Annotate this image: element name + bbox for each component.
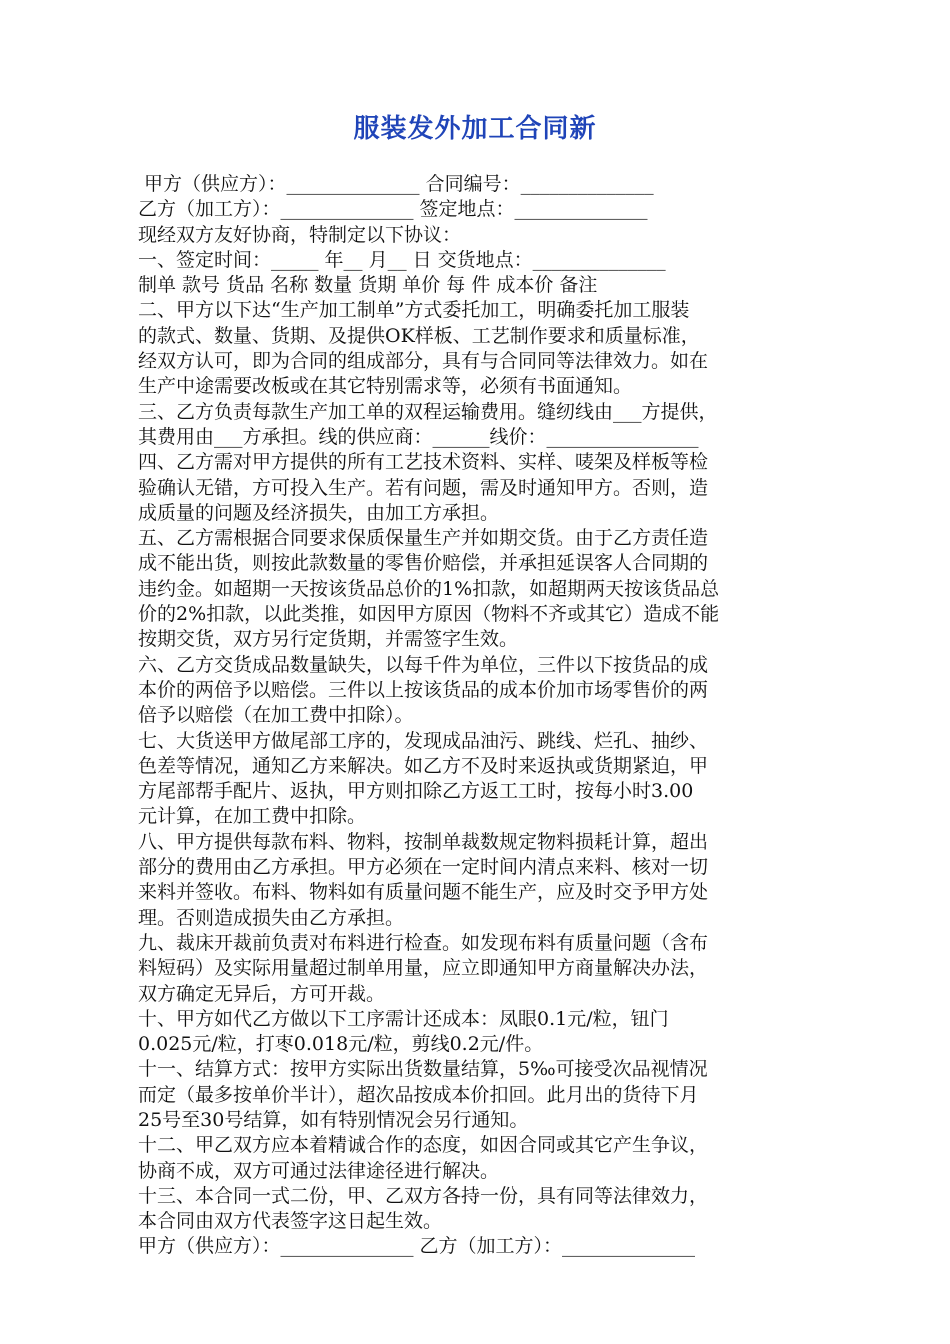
document-line: 五、乙方需根据合同要求保质保量生产并如期交货。由于乙方责任造 [138,527,709,550]
document-line: 方尾部帮手配片、返执，甲方则扣除乙方返工工时，按每小时3.00 [138,780,694,803]
document-line: 部分的费用由乙方承担。甲方必须在一定时间内清点来料、核对一切 [138,856,709,879]
document-line: 0.025元/粒，打枣0.018元/粒，剪线0.2元/件。 [138,1033,544,1056]
document-line: 二、甲方以下达“生产加工制单”方式委托加工，明确委托加工服装 [138,299,690,322]
document-line: 元计算，在加工费中扣除。 [138,805,367,828]
document-line: 制单 款号 货品 名称 数量 货期 单价 每 件 成本价 备注 [138,274,598,297]
document-line: 成不能出货，则按此款数量的零售价赔偿，并承担延误客人合同期的 [138,552,709,575]
document-line: 验确认无错，方可投入生产。若有问题，需及时通知甲方。否则，造 [138,476,709,499]
document-body [138,172,818,1260]
document-line: 双方确定无异后，方可开裁。 [138,982,386,1005]
document-line: 十二、甲乙双方应本着精诚合作的态度，如因合同或其它产生争议， [138,1134,709,1157]
document-line: 其费用由___方承担。线的供应商：______线价：________________ [138,425,699,448]
document-line: 一、签定时间：_____ 年__ 月__ 日 交货地点：______________ [138,248,666,271]
document-line: 经双方认可，即为合同的组成部分，具有与合同同等法律效力。如在 [138,350,709,373]
document-line: 生产中途需要改板或在其它特别需求等，必须有书面通知。 [138,375,633,398]
document-line: 价的2%扣款，以此类推，如因甲方原因（物料不齐或其它）造成不能 [138,603,720,626]
document-line: 本价的两倍予以赔偿。三件以上按该货品的成本价加市场零售价的两 [138,678,709,701]
document-line: 甲方（供应方）：______________ 合同编号：______________ [138,173,654,195]
document-line: 本合同由双方代表签字这日起生效。 [138,1210,443,1233]
document-line: 协商不成，双方可通过法律途径进行解决。 [138,1159,500,1182]
document-line: 现经双方友好协商，特制定以下协议： [138,223,462,246]
document-line: 四、乙方需对甲方提供的所有工艺技术资料、实样、唛架及样板等检 [138,451,709,474]
document-line: 25号至30号结算，如有特别情况会另行通知。 [138,1108,529,1131]
document-line: 十、甲方如代乙方做以下工序需计还成本：凤眼0.1元/粒，钮门 [138,1007,669,1030]
document-line: 来料并签收。布料、物料如有质量问题不能生产，应及时交予甲方处 [138,881,709,904]
document-line: 乙方（加工方）：______________ 签定地点：______________ [138,198,648,221]
document-line: 甲方（供应方）：______________ 乙方（加工方）：______________ [138,1235,696,1258]
document-line: 十一、结算方式：按甲方实际出货数量结算，5‰可接受次品视情况 [138,1058,708,1081]
document-line: 三、乙方负责每款生产加工单的双程运输费用。缝纫线由___方提供， [138,400,718,423]
document-line: 十三、本合同一式二份，甲、乙双方各持一份，具有同等法律效力， [138,1184,709,1207]
document-line: 违约金。如超期一天按该货品总价的1%扣款，如超期两天按该货品总 [138,577,720,600]
document-line: 而定（最多按单价半计），超次品按成本价扣回。此月出的货待下月 [138,1083,699,1106]
document-line: 按期交货，双方另行定货期，并需签字生效。 [138,628,519,651]
document-line: 八、甲方提供每款布料、物料，按制单裁数规定物料损耗计算，超出 [138,830,709,853]
document-line: 倍予以赔偿（在加工费中扣除）。 [138,704,414,727]
document-line: 理。否则造成损失由乙方承担。 [138,906,405,929]
document-line: 的款式、数量、货期、及提供OK样板、工艺制作要求和质量标准， [138,324,700,347]
document-line: 九、裁床开裁前负责对布料进行检查。如发现布料有质量问题（含布 [138,931,709,954]
document-line: 六、乙方交货成品数量缺失，以每千件为单位，三件以下按货品的成 [138,653,709,676]
document-line: 七、大货送甲方做尾部工序的，发现成品油污、跳线、烂孔、抽纱、 [138,729,709,752]
document-line: 色差等情况，通知乙方来解决。如乙方不及时来返执或货期紧迫，甲 [138,754,709,777]
document-line: 料短码）及实际用量超过制单用量，应立即通知甲方商量解决办法， [138,957,709,980]
document-line: 成质量的问题及经济损失，由加工方承担。 [138,501,500,524]
document-title: 服装发外加工合同新 [353,114,597,144]
